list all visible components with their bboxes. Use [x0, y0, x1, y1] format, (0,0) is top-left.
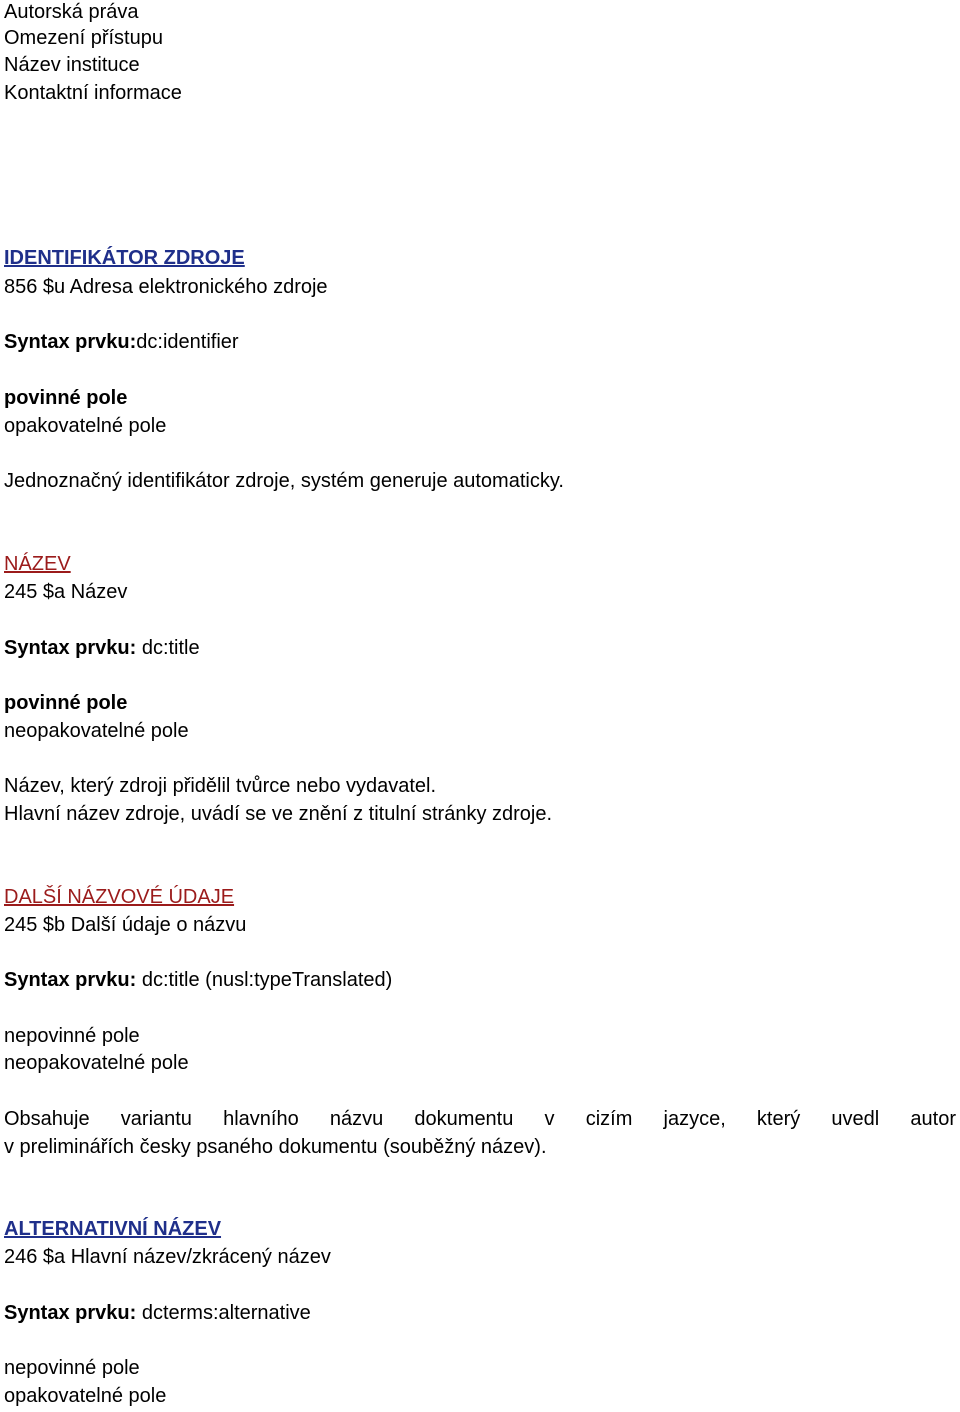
header-line-institution: Název instituce: [4, 54, 140, 76]
marc-field-identifier: 856 $u Adresa elektronického zdroje: [4, 276, 328, 298]
syntax-value: dc:title: [136, 637, 200, 659]
marc-field-other-title-info: 245 $b Další údaje o názvu: [4, 914, 247, 936]
syntax-label: Syntax prvku:: [4, 1302, 137, 1324]
header-line-contact: Kontaktní informace: [4, 82, 182, 104]
syntax-line-title: [4, 636, 200, 660]
syntax-label: Syntax prvku:: [4, 331, 137, 353]
obligation-identifier: povinné pole: [4, 387, 128, 409]
description-title-line-1: Název, který zdroji přidělil tvůrce nebo vydavatel.: [4, 775, 437, 797]
section-heading-alternative-title: ALTERNATIVNÍ NÁZEV: [4, 1218, 222, 1240]
repeatability-other-title-info: neopakovatelné pole: [4, 1052, 189, 1074]
repeatability-title: neopakovatelné pole: [4, 720, 189, 742]
obligation-title: povinné pole: [4, 692, 128, 714]
repeatability-identifier: opakovatelné pole: [4, 415, 167, 437]
syntax-value: dc:identifier: [136, 331, 239, 353]
obligation-alternative-title: nepovinné pole: [4, 1357, 140, 1379]
repeatability-alternative-title: opakovatelné pole: [4, 1385, 167, 1407]
syntax-value: dcterms:alternative: [136, 1302, 311, 1324]
syntax-label: Syntax prvku:: [4, 637, 137, 659]
section-heading-other-title-info: DALŠÍ NÁZVOVÉ ÚDAJE: [4, 886, 235, 908]
syntax-value: dc:title (nusl:typeTranslated): [136, 969, 393, 991]
section-heading-identifier: IDENTIFIKÁTOR ZDROJE: [4, 247, 245, 269]
description-title-line-2: Hlavní název zdroje, uvádí se ve znění z titulní stránky zdroje.: [4, 803, 553, 825]
marc-field-title: 245 $a Název: [4, 581, 128, 603]
syntax-line-alternative-title: [4, 1301, 311, 1325]
section-heading-title: NÁZEV: [4, 553, 71, 575]
description-other-title-info-line-2: v preliminářích česky psaného dokumentu (souběžný název).: [4, 1136, 547, 1158]
syntax-line-identifier: [4, 330, 239, 354]
syntax-line-other-title-info: [4, 968, 392, 992]
syntax-label: Syntax prvku:: [4, 969, 137, 991]
description-identifier: Jednoznačný identifikátor zdroje, systém generuje automaticky.: [4, 470, 564, 492]
obligation-other-title-info: nepovinné pole: [4, 1025, 140, 1047]
header-line-access: Omezení přístupu: [4, 27, 163, 49]
marc-field-alternative-title: 246 $a Hlavní název/zkrácený název: [4, 1246, 331, 1268]
header-line-copyright: Autorská práva: [4, 1, 139, 23]
description-other-title-info-line-1: Obsahuje variantu hlavního názvu dokumentu v cizím jazyce, který uvedl autor: [4, 1108, 956, 1130]
